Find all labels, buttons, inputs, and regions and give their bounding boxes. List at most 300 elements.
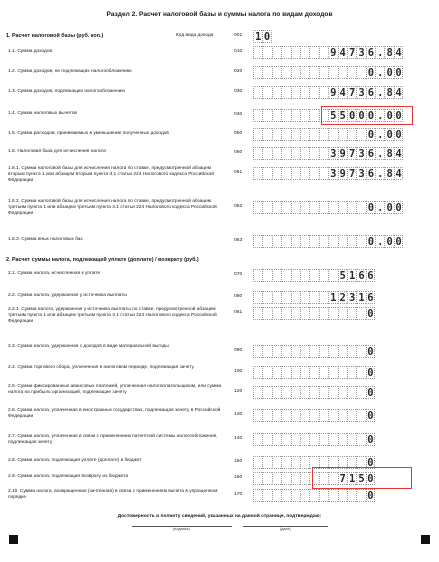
digit-cell <box>338 201 347 214</box>
digit-cell <box>328 128 337 141</box>
digit-cell <box>253 167 262 180</box>
digit-cell <box>328 433 337 446</box>
line-label-062: 1.6.2. Сумма налоговой базы для исчисления налога по ставке, предусмотренной абзацем третьим пункта 1 или абзацем третьим пункта 3.1 статьи 224 Налогового кодекса Российской Федерации <box>8 199 217 217</box>
digit-cell: 6 <box>366 167 375 180</box>
amount-field-080[interactable] <box>253 291 375 304</box>
digit-cell: 1 <box>347 472 356 485</box>
digit-cell <box>300 147 309 160</box>
digit-cell <box>253 109 262 122</box>
amount-field-070[interactable] <box>253 269 375 282</box>
digit-cell: 0 <box>367 410 374 422</box>
digit-cell <box>253 269 262 282</box>
digit-cell <box>347 489 356 502</box>
digit-cell <box>300 409 309 422</box>
digit-cell <box>272 386 281 399</box>
line-label-061: 1.6.1. Сумма налоговой базы для исчисления налога по ставке, предусмотренной абзацем вторым пункта 1 или абзацем вторым пункта 3.1 статьи 224 Налогового кодекса Российской Федерации <box>8 166 214 184</box>
line-label-060: 1.6. Налоговая база для исчисления налога <box>8 149 106 154</box>
digit-cell <box>253 386 262 399</box>
digit-cell <box>291 472 300 485</box>
digit-cell <box>347 386 356 399</box>
digit-cell: 0 <box>367 308 374 320</box>
amount-field-063[interactable] <box>253 235 403 248</box>
line-code-170: 170 <box>234 492 243 497</box>
digit-cell <box>309 201 318 214</box>
digit-cell <box>253 201 262 214</box>
digit-cell <box>262 235 271 248</box>
digit-cell <box>272 489 281 502</box>
digit-cell <box>281 201 290 214</box>
line-label-020: 1.2. Сумма доходов, не подлежащих налогообложению <box>8 69 132 74</box>
digit-cell: . <box>375 109 384 122</box>
digit-cell: 0 <box>395 202 402 214</box>
digit-cell: 3 <box>328 167 337 180</box>
digit-cell <box>319 409 328 422</box>
digit-cell: 0 <box>384 235 393 248</box>
digit-cell <box>319 128 328 141</box>
digit-cell <box>281 66 290 79</box>
amount-field-061[interactable] <box>253 167 403 180</box>
line-label-063: 1.6.3. Сумма иных налоговых баз <box>8 237 83 242</box>
digit-cell: 3 <box>356 46 365 59</box>
line-code-130: 130 <box>234 412 243 417</box>
line-label-050: 1.5. Сумма расходов, принимаемых в уменьшение полученных доходов <box>8 131 169 136</box>
digit-cell <box>319 235 328 248</box>
digit-cell <box>319 46 328 59</box>
digit-cell <box>300 128 309 141</box>
digit-cell: 6 <box>367 292 374 304</box>
digit-cell <box>281 366 290 379</box>
digit-cell <box>347 366 356 379</box>
digit-cell <box>328 489 337 502</box>
line-code-010: 010 <box>234 49 243 54</box>
digit-cell <box>300 167 309 180</box>
digit-cell <box>272 167 281 180</box>
digit-cell <box>291 66 300 79</box>
digit-cell <box>319 66 328 79</box>
digit-cell <box>309 409 318 422</box>
digit-cell <box>338 66 347 79</box>
digit-cell <box>272 269 281 282</box>
digit-cell <box>272 307 281 320</box>
highlight-box-line-160 <box>312 467 412 489</box>
line-label-130: 2.6. Сумма налога, уплаченная в иностранных государствах, подлежащая зачету в Российской Федерации <box>8 408 221 420</box>
digit-cell <box>291 109 300 122</box>
amount-field-062[interactable] <box>253 201 403 214</box>
digit-cell: 0 <box>384 201 393 214</box>
corner-marker-right <box>421 535 430 544</box>
amount-field-060[interactable] <box>253 147 403 160</box>
digit-cell: 0 <box>356 109 365 122</box>
digit-cell: 0 <box>395 129 402 141</box>
line-label-100: 2.4. Сумма торгового сбора, уплаченная в налоговом периоде, подлежащая зачету <box>8 365 194 370</box>
digit-cell <box>300 345 309 358</box>
digit-cell: 6 <box>366 147 375 160</box>
digit-cell <box>262 409 271 422</box>
digit-cell <box>300 307 309 320</box>
digit-cell: 3 <box>356 147 365 160</box>
digit-cell <box>347 409 356 422</box>
digit-cell <box>262 386 271 399</box>
digit-cell <box>347 128 356 141</box>
digit-cell: 7 <box>347 167 356 180</box>
digit-cell <box>309 46 318 59</box>
digit-cell <box>300 472 309 485</box>
line-code-120: 120 <box>234 389 243 394</box>
digit-cell <box>309 235 318 248</box>
digit-cell <box>291 433 300 446</box>
amount-field-020[interactable] <box>253 66 403 79</box>
kod-line-code: 001 <box>234 33 243 38</box>
digit-cell: 3 <box>356 167 365 180</box>
kod-vida-dohoda-label: Код вида дохода <box>176 33 214 38</box>
amount-field-140[interactable] <box>253 433 375 446</box>
line-label-010: 1.1. Сумма доходов <box>8 49 53 54</box>
digit-cell <box>338 128 347 141</box>
digit-cell: 3 <box>347 291 356 304</box>
section-1-heading: 1. Расчет налоговой базы (руб. коп.) <box>6 33 104 39</box>
digit-cell <box>300 489 309 502</box>
digit-cell <box>281 456 290 469</box>
digit-cell: 4 <box>395 47 402 59</box>
digit-cell <box>253 86 262 99</box>
digit-cell <box>272 201 281 214</box>
digit-cell <box>300 109 309 122</box>
digit-cell: 0 <box>395 67 402 79</box>
digit-cell <box>272 472 281 485</box>
digit-cell: 4 <box>395 168 402 180</box>
digit-cell <box>309 66 318 79</box>
digit-cell <box>300 456 309 469</box>
amount-field-081[interactable] <box>253 307 375 320</box>
digit-cell <box>281 147 290 160</box>
line-label-040: 1.4. Сумма налоговых вычетов <box>8 111 77 116</box>
digit-cell: 0 <box>347 109 356 122</box>
digit-cell <box>300 386 309 399</box>
kod-vida-dohoda-field[interactable] <box>253 30 272 43</box>
line-code-150: 150 <box>234 459 243 464</box>
digit-cell <box>347 345 356 358</box>
digit-cell <box>300 46 309 59</box>
digit-cell <box>262 128 271 141</box>
digit-cell <box>319 147 328 160</box>
digit-cell: 3 <box>328 147 337 160</box>
digit-cell: 6 <box>366 46 375 59</box>
digit-cell <box>291 128 300 141</box>
line-code-070: 070 <box>234 272 243 277</box>
digit-cell <box>356 366 365 379</box>
digit-cell <box>319 433 328 446</box>
digit-cell <box>300 291 309 304</box>
digit-cell <box>262 46 271 59</box>
digit-cell <box>281 386 290 399</box>
digit-cell <box>272 147 281 160</box>
digit-cell <box>272 46 281 59</box>
digit-cell: 4 <box>395 87 402 99</box>
digit-cell <box>272 456 281 469</box>
digit-cell <box>253 307 262 320</box>
digit-cell <box>291 147 300 160</box>
digit-cell <box>291 386 300 399</box>
digit-cell <box>281 307 290 320</box>
highlight-box-line-040 <box>321 106 413 125</box>
digit-cell <box>272 366 281 379</box>
amount-field-010[interactable] <box>253 46 403 59</box>
digit-cell: . <box>375 147 384 160</box>
digit-cell <box>356 235 365 248</box>
digit-cell: 3 <box>356 86 365 99</box>
digit-cell <box>253 489 262 502</box>
digit-cell <box>272 86 281 99</box>
digit-cell <box>281 472 290 485</box>
digit-cell: 0 <box>395 110 402 122</box>
digit-cell <box>262 109 271 122</box>
digit-cell <box>319 291 328 304</box>
digit-cell: 7 <box>347 46 356 59</box>
digit-cell <box>356 489 365 502</box>
digit-cell <box>291 409 300 422</box>
line-label-030: 1.3. Сумма доходов, подлежащих налогообложению <box>8 89 125 94</box>
digit-cell: 8 <box>384 86 393 99</box>
digit-cell: 0 <box>384 128 393 141</box>
digit-cell: 8 <box>384 147 393 160</box>
digit-cell <box>319 86 328 99</box>
digit-cell: . <box>375 235 384 248</box>
digit-cell <box>300 433 309 446</box>
digit-cell: 0 <box>366 235 375 248</box>
digit-cell: 6 <box>356 269 365 282</box>
digit-cell: 9 <box>328 46 337 59</box>
digit-cell <box>272 409 281 422</box>
line-code-063: 063 <box>234 238 243 243</box>
digit-cell <box>309 269 318 282</box>
digit-cell <box>309 345 318 358</box>
digit-cell: 0 <box>367 457 374 469</box>
digit-cell: 0 <box>384 66 393 79</box>
digit-cell <box>291 366 300 379</box>
digit-cell <box>309 307 318 320</box>
digit-cell <box>300 66 309 79</box>
digit-cell <box>356 307 365 320</box>
digit-cell <box>272 345 281 358</box>
digit-cell <box>347 433 356 446</box>
digit-cell: 9 <box>338 147 347 160</box>
digit-cell <box>262 456 271 469</box>
digit-cell: 4 <box>338 86 347 99</box>
digit-cell <box>291 489 300 502</box>
digit-cell <box>319 167 328 180</box>
line-code-080: 080 <box>234 294 243 299</box>
digit-cell <box>291 86 300 99</box>
amount-field-030[interactable] <box>253 86 403 99</box>
digit-cell <box>356 66 365 79</box>
line-code-100: 100 <box>234 369 243 374</box>
digit-cell: 0 <box>367 346 374 358</box>
amount-field-050[interactable] <box>253 128 403 141</box>
digit-cell <box>300 366 309 379</box>
line-code-140: 140 <box>234 436 243 441</box>
page-title: Раздел 2. Расчет налоговой базы и суммы налога по видам доходов <box>106 11 333 18</box>
digit-cell <box>281 235 290 248</box>
line-code-061: 061 <box>234 170 243 175</box>
line-label-080: 2.2. Сумма налога, удержанная у источника выплаты <box>8 293 127 298</box>
digit-cell <box>328 66 337 79</box>
line-code-020: 020 <box>234 69 243 74</box>
digit-cell: 0 <box>366 66 375 79</box>
digit-cell <box>356 433 365 446</box>
digit-cell: . <box>375 128 384 141</box>
digit-cell <box>291 307 300 320</box>
digit-cell: 0 <box>263 31 271 43</box>
digit-cell: 8 <box>384 167 393 180</box>
digit-cell <box>262 472 271 485</box>
digit-cell <box>319 489 328 502</box>
line-code-030: 030 <box>234 89 243 94</box>
digit-cell <box>338 366 347 379</box>
line-label-160: 2.9. Сумма налога, подлежащая возврату из бюджета <box>8 474 129 479</box>
digit-cell <box>300 235 309 248</box>
line-label-170: 2.10. Сумма налога, возвращенная (зачтенная) в связи с применением вычета в упрощенном порядке <box>8 489 218 501</box>
digit-cell <box>281 269 290 282</box>
digit-cell <box>281 128 290 141</box>
digit-cell <box>253 345 262 358</box>
digit-cell: 7 <box>347 147 356 160</box>
corner-marker-left <box>9 535 18 544</box>
digit-cell <box>338 307 347 320</box>
digit-cell <box>253 366 262 379</box>
digit-cell: 0 <box>366 109 375 122</box>
digit-cell <box>253 456 262 469</box>
digit-cell <box>319 269 328 282</box>
digit-cell <box>253 66 262 79</box>
digit-cell: . <box>375 46 384 59</box>
digit-cell: . <box>375 201 384 214</box>
line-label-140: 2.7. Сумма налога, уплаченная в связи с применением патентной системы налогообложения, подлежащая зачету <box>8 434 218 446</box>
digit-cell <box>347 235 356 248</box>
digit-cell <box>328 201 337 214</box>
line-code-090: 090 <box>234 348 243 353</box>
amount-field-170[interactable] <box>253 489 375 502</box>
digit-cell <box>338 345 347 358</box>
digit-cell <box>262 86 271 99</box>
digit-cell <box>272 109 281 122</box>
digit-cell <box>272 66 281 79</box>
digit-cell <box>262 167 271 180</box>
line-label-120: 2.5. Сумма фиксированных авансовых платежей, уплаченная налогоплательщиком, или сумма налога на прибыль организаций, подлежащие зачету <box>8 384 222 396</box>
digit-cell <box>281 409 290 422</box>
line-label-090: 2.3. Сумма налога, удержанная с доходов в виде материальной выгоды <box>8 344 169 349</box>
line-label-081: 2.2.1. Сумма налога, удержанная у источника выплаты по ставке, предусмотренной абзацем третьим пункта 1 или абзацем третьим пункта 3.1 статьи 224 Налогового кодекса Российской Федерации <box>8 307 217 325</box>
digit-cell: 0 <box>367 473 374 485</box>
digit-cell <box>309 489 318 502</box>
digit-cell: 4 <box>395 148 402 160</box>
digit-cell <box>319 345 328 358</box>
digit-cell <box>356 409 365 422</box>
digit-cell: 5 <box>328 109 337 122</box>
digit-cell <box>281 167 290 180</box>
section-2-heading: 2. Расчет суммы налога, подлежащей уплате (доплате) / возврату (руб.) <box>6 257 199 263</box>
digit-cell <box>262 147 271 160</box>
digit-cell <box>253 147 262 160</box>
digit-cell <box>328 366 337 379</box>
digit-cell: 4 <box>338 46 347 59</box>
digit-cell <box>309 386 318 399</box>
line-code-050: 050 <box>234 131 243 136</box>
digit-cell <box>291 235 300 248</box>
digit-cell <box>338 489 347 502</box>
digit-cell <box>328 307 337 320</box>
digit-cell: 8 <box>384 46 393 59</box>
digit-cell <box>272 433 281 446</box>
digit-cell <box>356 345 365 358</box>
amount-field-130[interactable] <box>253 409 375 422</box>
digit-cell <box>262 291 271 304</box>
digit-cell <box>309 109 318 122</box>
digit-cell <box>328 409 337 422</box>
digit-cell: 1 <box>328 291 337 304</box>
digit-cell <box>356 201 365 214</box>
digit-cell <box>309 366 318 379</box>
digit-cell: 0 <box>367 434 374 446</box>
line-code-081: 081 <box>234 310 243 315</box>
digit-cell: 0 <box>384 109 393 122</box>
digit-cell <box>309 433 318 446</box>
digit-cell <box>291 291 300 304</box>
digit-cell <box>281 345 290 358</box>
digit-cell <box>328 235 337 248</box>
digit-cell: 0 <box>367 387 374 399</box>
digit-cell: 1 <box>356 291 365 304</box>
digit-cell: 0 <box>367 490 374 502</box>
digit-cell: 7 <box>338 472 347 485</box>
digit-cell <box>262 66 271 79</box>
digit-cell <box>262 269 271 282</box>
digit-cell <box>281 433 290 446</box>
digit-cell <box>281 86 290 99</box>
digit-cell: 1 <box>253 30 262 43</box>
digit-cell <box>262 345 271 358</box>
digit-cell: 2 <box>338 291 347 304</box>
digit-cell <box>291 201 300 214</box>
digit-cell <box>253 291 262 304</box>
amount-field-100[interactable] <box>253 366 375 379</box>
digit-cell <box>253 46 262 59</box>
digit-cell <box>262 307 271 320</box>
digit-cell <box>253 409 262 422</box>
digit-cell <box>281 291 290 304</box>
digit-cell <box>272 235 281 248</box>
digit-cell: 6 <box>366 86 375 99</box>
digit-cell: 0 <box>395 236 402 248</box>
digit-cell <box>309 86 318 99</box>
digit-cell: 1 <box>347 269 356 282</box>
digit-cell: 0 <box>366 128 375 141</box>
digit-cell <box>253 433 262 446</box>
digit-cell: . <box>375 86 384 99</box>
digit-cell <box>300 201 309 214</box>
digit-cell <box>309 128 318 141</box>
amount-field-120[interactable] <box>253 386 375 399</box>
digit-cell <box>319 307 328 320</box>
digit-cell <box>328 345 337 358</box>
digit-cell <box>300 86 309 99</box>
digit-cell <box>319 386 328 399</box>
digit-cell: 9 <box>338 167 347 180</box>
digit-cell <box>281 109 290 122</box>
digit-cell: 6 <box>367 270 374 282</box>
amount-field-090[interactable] <box>253 345 375 358</box>
digit-cell <box>291 46 300 59</box>
digit-cell <box>328 386 337 399</box>
